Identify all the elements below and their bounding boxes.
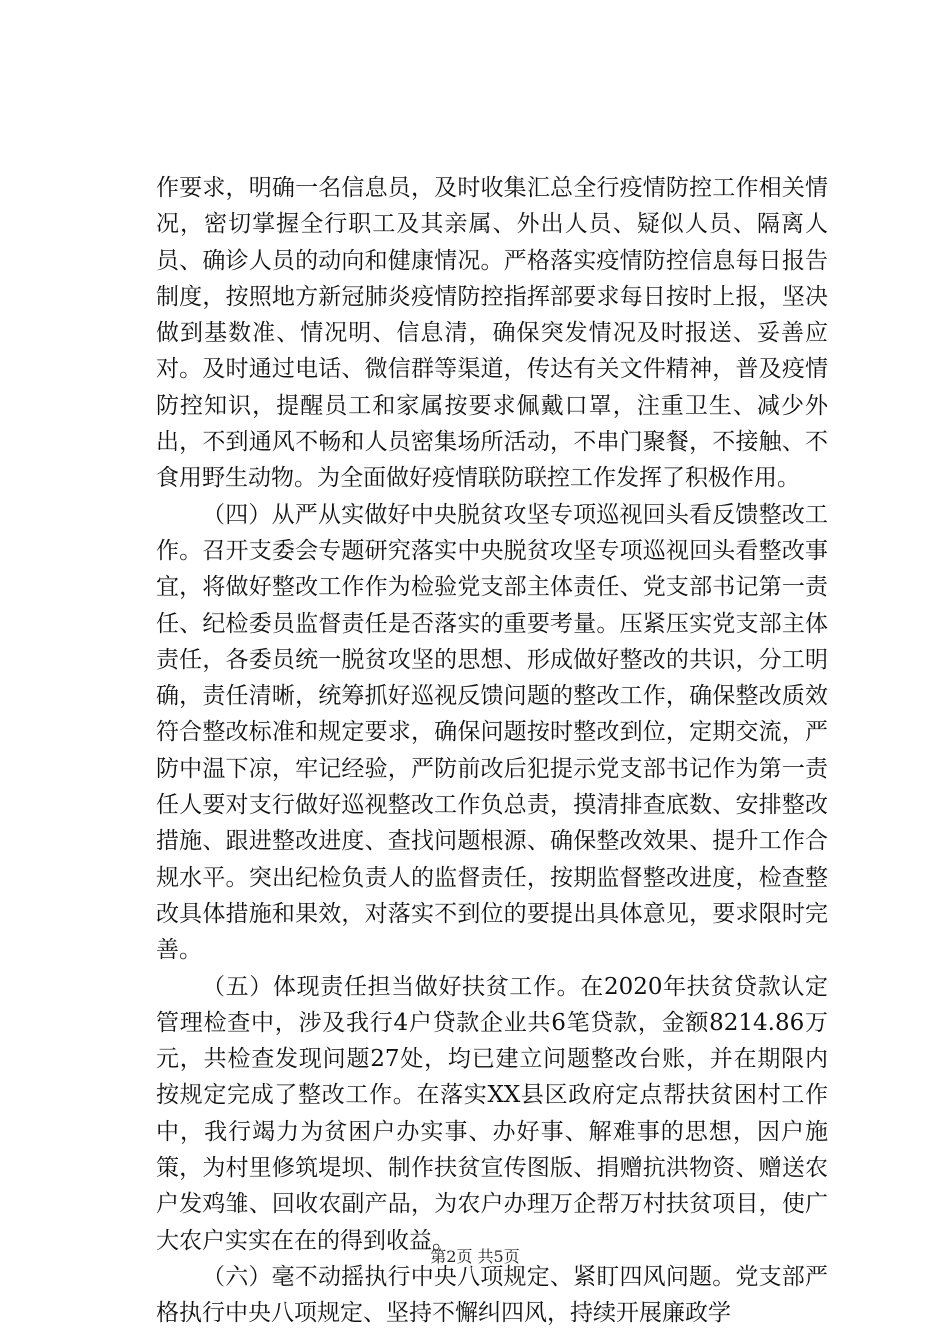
paragraph-4: （六）毫不动摇执行中央八项规定、紧盯四风问题。党支部严格执行中央八项规定、坚持不懈纠四风，持续开展廉政学 <box>156 1263 828 1327</box>
paragraph-1: 作要求，明确一名信息员，及时收集汇总全行疫情防控工作相关情况，密切掌握全行职工及其亲属、外出人员、疑似人员、隔离人员、确诊人员的动向和健康情况。严格落实疫情防控信息每日报告制度，按照地方新冠肺炎疫情防控指挥部要求每日按时上报，坚决做到基数准、情况明、信息清，确保突发情况及时报送、妥善应对。及时通过电话、微信群等渠道，传达有关文件精神，普及疫情防控知识，提醒员工和家属按要求佩戴口罩，注重卫生、减少外出，不到通风不畅和人员密集场所活动，不串门聚餐，不接触、不食用野生动物。为全面做好疫情联防联控工作发挥了积极作用。 <box>156 175 828 492</box>
document-body <box>156 170 828 1332</box>
page-footer: 第2页 共5页 <box>430 1247 520 1266</box>
paragraph-2: （四）从严从实做好中央脱贫攻坚专项巡视回头看反馈整改工作。召开支委会专题研究落实中央脱贫攻坚专项巡视回头看整改事宜，将做好整改工作作为检验党支部主体责任、党支部书记第一责任、纪检委员监督责任是否落实的重要考量。压紧压实党支部主体责任，各委员统一脱贫攻坚的思想、形成做好整改的共识，分工明确，责任清晰，统筹抓好巡视反馈问题的整改工作，确保整改质效符合整改标准和规定要求，确保问题按时整改到位，定期交流，严防中温下凉，牢记经验，严防前改后犯提示党支部书记作为第一责任人要对支行做好巡视整改工作负总责，摸清排查底数、安排整改措施、跟进整改进度、查找问题根源、确保整改效果、提升工作合规水平。突出纪检负责人的监督责任，按期监督整改进度，检查整改具体措施和果效，对落实不到位的要提出具体意见，要求限时完善。 <box>156 501 828 964</box>
paragraph-3: （五）体现责任担当做好扶贫工作。在2020年扶贫贷款认定管理检查中，涉及我行4户贷款企业共6笔贷款，金额8214.86万元，共检查发现问题27处，均已建立问题整改台账，并在期限内按规定完成了整改工作。在落实XX县区政府定点帮扶贫困村工作中，我行竭力为贫困户办实事、办好事、解难事的思想，因户施策，为村里修筑堤坝、制作扶贫宣传图版、捐赠抗洪物资、赠送农户发鸡雏、回收农副产品，为农户办理万企帮万村扶贫项目，使广大农户实实在在的得到收益。 <box>156 973 828 1254</box>
